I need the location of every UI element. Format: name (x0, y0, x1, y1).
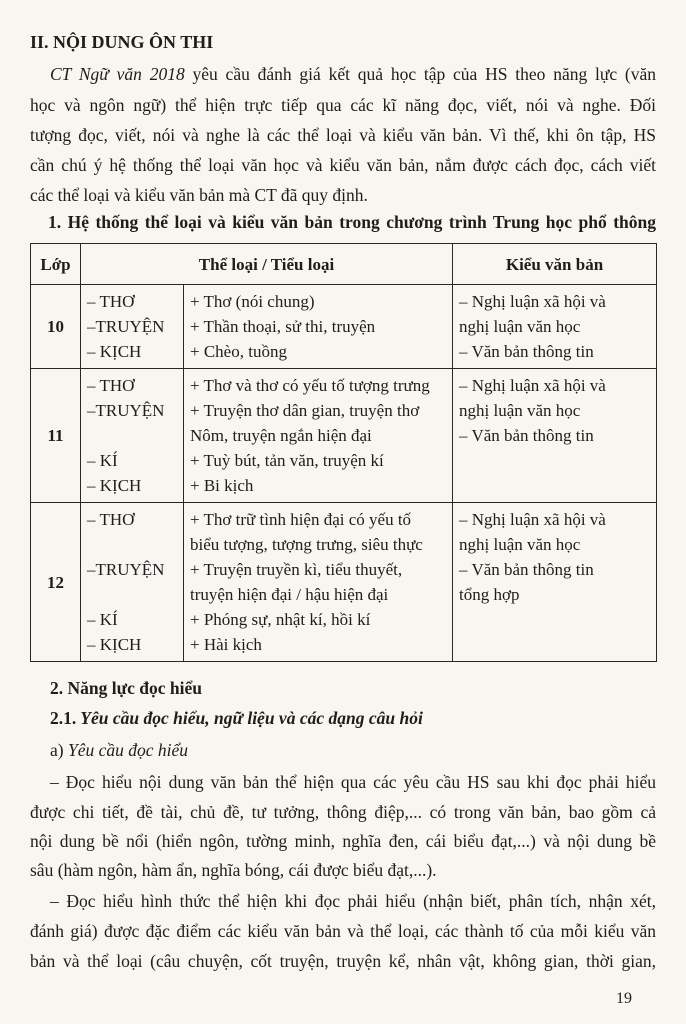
cell-line (87, 582, 177, 607)
cell-line: – KÍ (87, 610, 118, 629)
text-type-cell (453, 285, 657, 369)
main-heading: II. NỘI DUNG ÔN THI (30, 32, 214, 52)
cell-line (87, 423, 177, 448)
section-2-title: 2. Năng lực đọc hiểu (50, 678, 202, 698)
section-1-title: 1. Hệ thống thể loại và kiểu văn bản trong chương trình Trung học phổ thông (48, 212, 656, 232)
section-number: 2.1. (50, 708, 77, 728)
intro-line: tượng đọc, viết, nói và nghe là các thể loại và kiểu văn bản. Vì thế, khi ôn tập, HS (30, 125, 656, 145)
intro-line: cần chú ý hệ thống thể loại văn học và kiểu văn bản, nắm được cách đọc, cách viết (30, 155, 656, 175)
cell-line: tổng hợp (459, 585, 520, 604)
cell-line: – Văn bản thông tin (459, 426, 594, 445)
body-line: đánh giá) được đặc điểm các kiểu văn bản và thể loại, các thành tố của mỗi kiểu văn (30, 921, 656, 941)
subsection-title: Yêu cầu đọc hiểu (67, 740, 189, 760)
cell-line: + Truyện truyền kì, tiểu thuyết, (190, 560, 403, 579)
cell-line: + Bi kịch (190, 476, 254, 495)
cell-line: – KỊCH (87, 476, 142, 495)
cell-line: biểu tượng, tượng trưng, siêu thực (190, 535, 423, 554)
header-genre: Thể loại / Tiểu loại (81, 244, 453, 285)
grade-cell: 10 (31, 285, 81, 369)
cell-line: + Thơ và thơ có yếu tố tượng trưng (190, 376, 430, 395)
cell-line: – KÍ (87, 451, 118, 470)
cell-line: – THƠ (87, 510, 135, 529)
body-line: bản và thể loại (câu chuyện, cốt truyện, truyện kể, nhân vật, không gian, thời gian, (30, 951, 656, 971)
cell-line: Nôm, truyện ngắn hiện đại (190, 426, 372, 445)
cell-line: + Hài kịch (190, 635, 262, 654)
body-line: nội dung bề nổi (hiển ngôn, tường minh, nghĩa đen, cái biểu đạt,...) và nội dung bề (30, 831, 656, 851)
cell-line: –TRUYỆN (87, 560, 165, 579)
table-header-row (31, 244, 657, 285)
genre-cell (81, 285, 184, 369)
cell-line: – Nghị luận xã hội và (459, 510, 606, 529)
table-row (31, 369, 657, 503)
cell-line: + Thơ (nói chung) (190, 292, 315, 311)
intro-text: yêu cầu đánh giá kết quả học tập của HS theo năng lực (văn (184, 64, 656, 84)
intro-line (50, 63, 656, 85)
body-line: – Đọc hiểu nội dung văn bản thể hiện qua các yêu cầu HS sau khi đọc phải hiểu (50, 772, 656, 792)
cell-line: + Phóng sự, nhật kí, hồi kí (190, 610, 371, 629)
cell-line: truyện hiện đại / hậu hiện đại (190, 585, 389, 604)
intro-line: học và ngôn ngữ) thể hiện trực tiếp qua các kĩ năng đọc, viết, nói và nghe. Đối (30, 95, 656, 115)
text-type-cell (453, 369, 657, 503)
subgenre-cell (184, 503, 453, 662)
cell-line: + Thần thoại, sử thi, truyện (190, 317, 376, 336)
cell-line: nghị luận văn học (459, 401, 581, 420)
body-line: được chi tiết, đề tài, chủ đề, tư tưởng, thông điệp,... có trong văn bản, bao gồm cả (30, 802, 656, 822)
body-line: – Đọc hiểu hình thức thể hiện khi đọc phải hiểu (nhận biết, phân tích, nhận xét, (50, 891, 656, 911)
cell-line (87, 532, 177, 557)
body-line: sâu (hàm ngôn, hàm ẩn, nghĩa bóng, cái được biểu đạt,...). (30, 860, 437, 880)
subsection-label: a) (50, 740, 68, 760)
cell-line: – KỊCH (87, 342, 142, 361)
section-title: Yêu cầu đọc hiểu, ngữ liệu và các dạng câu hỏi (76, 708, 423, 728)
genre-table (30, 243, 657, 662)
cell-line: + Truyện thơ dân gian, truyện thơ (190, 401, 420, 420)
cell-line: – KỊCH (87, 635, 142, 654)
cell-line: + Thơ trữ tình hiện đại có yếu tố (190, 510, 412, 529)
cell-line: nghị luận văn học (459, 317, 581, 336)
table-row (31, 503, 657, 662)
intro-italic-title: CT Ngữ văn 2018 (50, 64, 185, 84)
subgenre-cell (184, 369, 453, 503)
cell-line: + Tuỳ bút, tản văn, truyện kí (190, 451, 384, 470)
cell-line: – Văn bản thông tin (459, 342, 594, 361)
section-2-1-title (50, 707, 676, 729)
subgenre-cell (184, 285, 453, 369)
cell-line: – THƠ (87, 292, 135, 311)
text-type-cell (453, 503, 657, 662)
subsection-a-title (50, 739, 676, 761)
cell-line: –TRUYỆN (87, 317, 165, 336)
header-grade: Lớp (31, 244, 81, 285)
cell-line: – Nghị luận xã hội và (459, 376, 606, 395)
genre-cell (81, 369, 184, 503)
grade-cell: 12 (31, 503, 81, 662)
table-row (31, 285, 657, 369)
cell-line: nghị luận văn học (459, 535, 581, 554)
genre-cell (81, 503, 184, 662)
cell-line: –TRUYỆN (87, 401, 165, 420)
page-number: 19 (616, 990, 632, 1007)
grade-cell: 11 (31, 369, 81, 503)
cell-line: – THƠ (87, 376, 135, 395)
cell-line: – Nghị luận xã hội và (459, 292, 606, 311)
header-text-type: Kiểu văn bản (453, 244, 657, 285)
intro-line: các thể loại và kiểu văn bản mà CT đã quy định. (30, 185, 368, 205)
cell-line: + Chèo, tuồng (190, 342, 287, 361)
cell-line: – Văn bản thông tin (459, 560, 594, 579)
